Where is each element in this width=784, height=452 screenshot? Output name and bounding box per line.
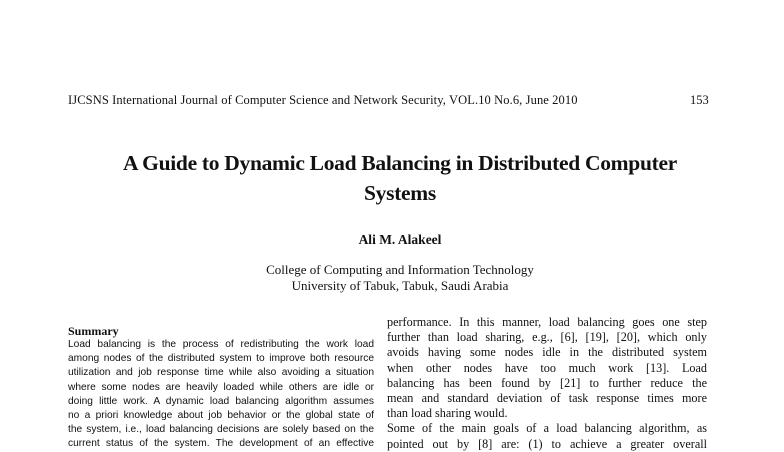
running-header: IJCSNS International Journal of Computer Science and Network Security, VOL.10 No.6, June 2010 [68, 93, 578, 107]
body-line: mean and standard deviation of task response times more [387, 391, 707, 406]
body-line: avoids having some nodes idle in the distributed system [387, 345, 707, 360]
right-column [387, 315, 707, 452]
left-column [68, 324, 374, 452]
body-line: Some of the main goals of a load balancing algorithm, as [387, 421, 707, 436]
summary-line: where some nodes are heavily loaded while others are idle or [68, 381, 374, 393]
author-name: Ali M. Alakeel [358, 232, 442, 247]
summary-line: utilization and job response time while also avoiding a situation [68, 367, 374, 379]
paper-title-line-2: Systems [364, 181, 436, 205]
body-line: performance. In this manner, load balancing goes one step [387, 315, 707, 329]
summary-heading: Summary [68, 324, 119, 338]
body-line: balancing has been found by [21] to further reduce the [387, 375, 707, 390]
body-line: further than load sharing, e.g., [6], [19], [20], which only [387, 330, 707, 345]
summary-line: among nodes of the distributed system to improve both resource [68, 353, 374, 365]
paper-title [60, 148, 740, 208]
body-line: when other nodes have too much work [13]. Load [387, 360, 707, 375]
body-line: pointed out by [8] are: (1) to achieve a greater overall [387, 436, 707, 451]
summary-line: no a priori knowledge about job behavior or the global state of [68, 410, 374, 422]
summary-line: doing little work. A dynamic load balancing algorithm assumes [68, 395, 374, 407]
affiliation-line-2: University of Tabuk, Tabuk, Saudi Arabia [291, 278, 509, 293]
summary-line: the system, i.e., load balancing decisions are solely based on the [68, 424, 374, 436]
summary-line: Load balancing is the process of redistributing the work load [68, 339, 374, 350]
body-line: than load sharing would. [387, 406, 508, 421]
summary-line: current status of the system. The development of an effective [68, 438, 374, 450]
author-affiliation [60, 262, 740, 294]
affiliation-line-1: College of Computing and Information Technology [266, 262, 534, 277]
page-number: 153 [690, 93, 709, 107]
paper-title-line-1: A Guide to Dynamic Load Balancing in Distributed Computer [123, 151, 677, 175]
